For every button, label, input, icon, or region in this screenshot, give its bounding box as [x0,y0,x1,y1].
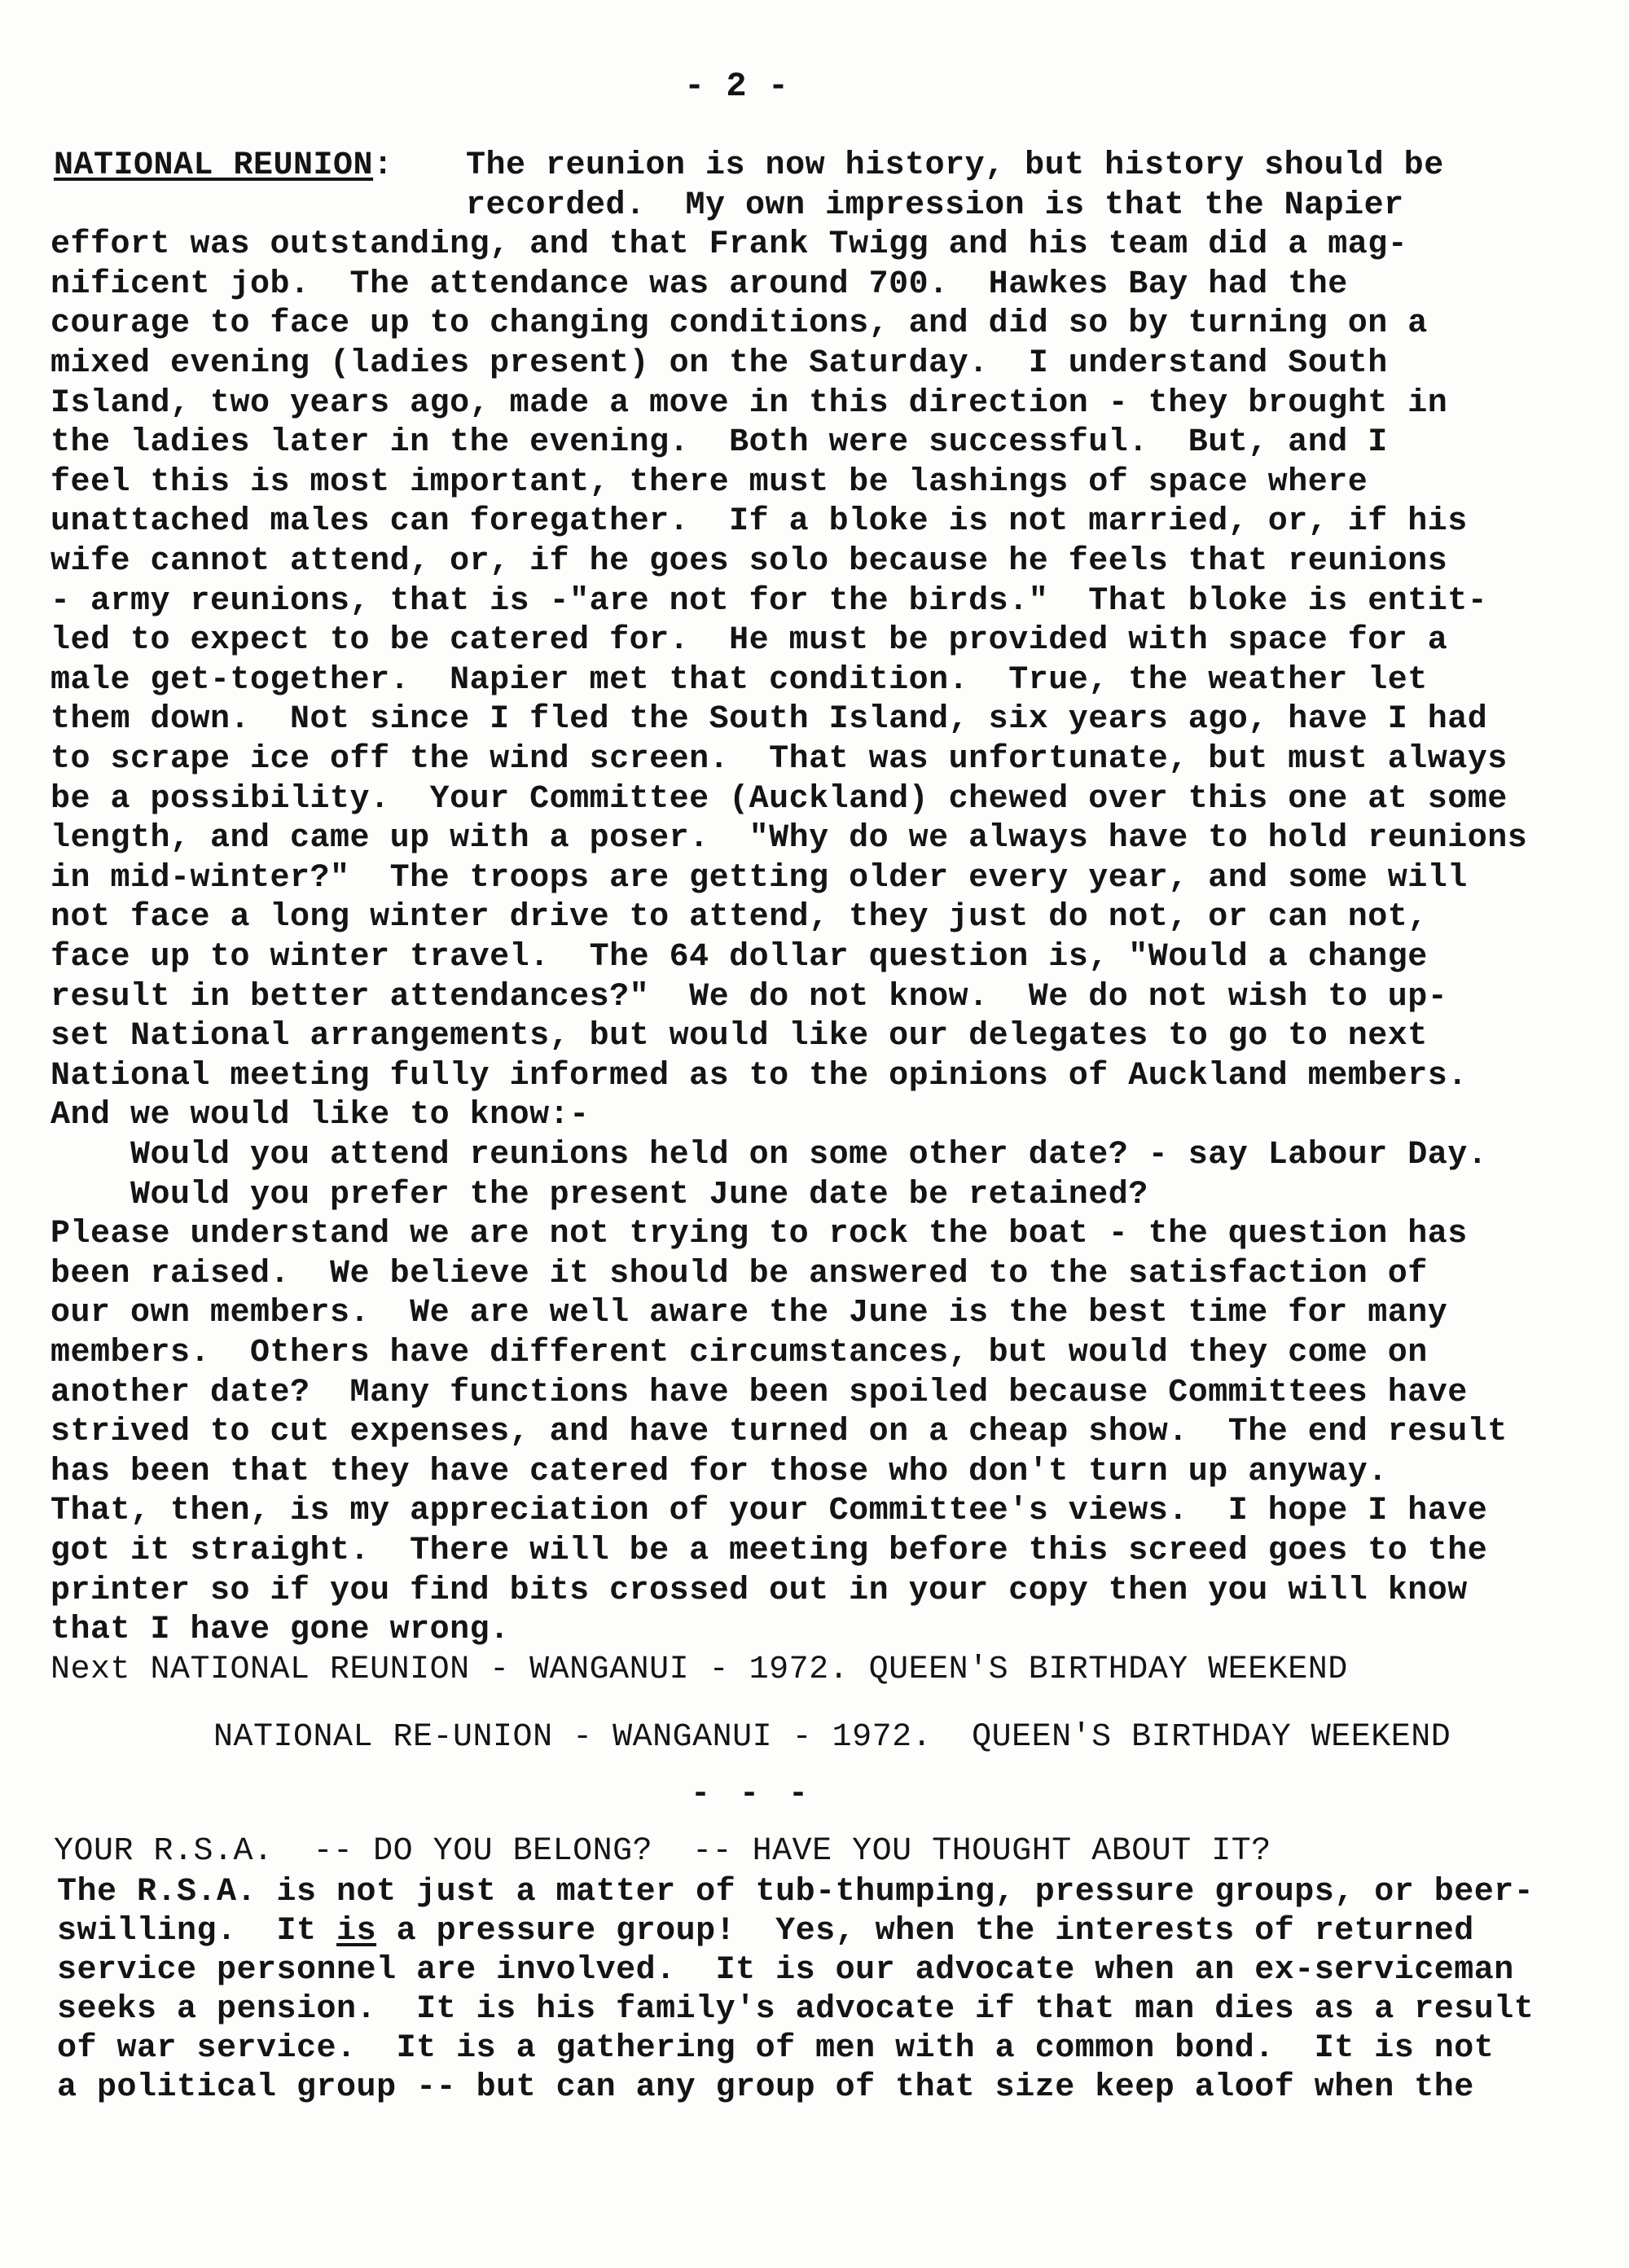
national-reunion-line: has been that they have catered for those who don't turn up anyway. [50,1453,1388,1490]
centered-notice: NATIONAL RE-UNION - WANGANUI - 1972. QUEEN'S BIRTHDAY WEEKEND [213,1719,1451,1756]
national-reunion-line: in mid-winter?" The troops are getting older every year, and some will [50,859,1468,897]
national-reunion-line: face up to winter travel. The 64 dollar question is, "Would a change [50,939,1428,976]
national-reunion-line: That, then, is my appreciation of your Committee's views. I hope I have [50,1493,1488,1530]
national-reunion-line: National meeting fully informed as to the opinions of Auckland members. [50,1057,1468,1095]
rsa-line: seeks a pension. It is his family's advocate if that man dies as a result [57,1991,1535,2028]
national-reunion-line: length, and came up with a poser. "Why do we always have to hold reunions [50,820,1528,858]
national-reunion-line: that I have gone wrong. [50,1612,510,1649]
national-reunion-line: members. Others have different circumstances, but would they come on [50,1335,1428,1371]
national-reunion-line: And we would like to know:- [50,1097,590,1134]
national-reunion-heading-line [54,147,393,186]
national-reunion-line: mixed evening (ladies present) on the Saturday. I understand South [50,345,1388,382]
section-separator: - - - [691,1776,814,1813]
national-reunion-line: result in better attendances?" We do not know. We do not wish to up- [50,978,1448,1016]
national-reunion-line: not face a long winter drive to attend, they just do not, or can not, [50,899,1428,937]
national-reunion-line: led to expect to be catered for. He must be provided with space for a [50,622,1448,660]
national-reunion-line: the ladies later in the evening. Both were successful. But, and I [50,424,1388,462]
national-reunion-line: our own members. We are well aware the June is the best time for many [50,1295,1448,1332]
national-reunion-line: set National arrangements, but would like our delegates to go to next [50,1018,1428,1055]
rsa-line: service personnel are involved. It is our advocate when an ex-serviceman [57,1952,1514,1989]
national-reunion-line: them down. Not since I fled the South Island, six years ago, have I had [50,701,1488,739]
rsa-line-2-end: a pressure group! Yes, when the interests of returned [376,1913,1474,1950]
national-reunion-line: printer so if you find bits crossed out in your copy then you will know [50,1572,1468,1609]
national-reunion-line: male get-together. Napier met that condition. True, the weather let [50,661,1428,699]
national-reunion-line: nificent job. The attendance was around 700. Hawkes Bay had the [50,265,1348,303]
heading-colon: : [373,147,393,184]
national-reunion-line: Next NATIONAL REUNION - WANGANUI - 1972. QUEEN'S BIRTHDAY WEEKEND [50,1651,1348,1688]
national-reunion-line: wife cannot attend, or, if he goes solo because he feels that reunions [50,543,1448,580]
national-reunion-line: courage to face up to changing conditions, and did so by turning on a [50,305,1428,343]
page-number: - 2 - [684,67,789,106]
national-reunion-line: Please understand we are not trying to rock the boat - the question has [50,1216,1468,1253]
national-reunion-line: unattached males can foregather. If a bloke is not married, or, if his [50,503,1468,541]
national-reunion-line: be a possibility. Your Committee (Auckland) chewed over this one at some [50,780,1508,818]
national-reunion-line: Would you attend reunions held on some other date? - say Labour Day. [50,1137,1488,1173]
national-reunion-line: recorded. My own impression is that the Napier [466,186,1404,224]
national-reunion-line: The reunion is now history, but history should be [466,147,1444,184]
national-reunion-line: strived to cut expenses, and have turned on a cheap show. The end result [50,1414,1508,1451]
national-reunion-line: Island, two years ago, made a move in this direction - they brought in [50,384,1448,422]
rsa-line-2-start: swilling. It [57,1913,337,1950]
national-reunion-line: to scrape ice off the wind screen. That was unfortunate, but must always [50,741,1508,778]
national-reunion-line: feel this is most important, there must be lashings of space where [50,463,1368,501]
national-reunion-line: Would you prefer the present June date be retained? [50,1176,1148,1213]
national-reunion-line: another date? Many functions have been spoiled because Committees have [50,1374,1468,1411]
national-reunion-line: effort was outstanding, and that Frank Twigg and his team did a mag- [50,226,1408,264]
rsa-line-1: The R.S.A. is not just a matter of tub-thumping, pressure groups, or beer- [57,1874,1535,1910]
national-reunion-line: got it straight. There will be a meeting before this screed goes to the [50,1533,1488,1569]
rsa-line: a political group -- but can any group of that size keep aloof when the [57,2069,1474,2106]
emphasis-is: is [336,1913,377,1950]
rsa-line-2 [57,1912,1474,1951]
rsa-heading: YOUR R.S.A. -- DO YOU BELONG? -- HAVE YOU THOUGHT ABOUT IT? [54,1833,1271,1870]
national-reunion-heading: NATIONAL REUNION [54,147,374,184]
national-reunion-line: been raised. We believe it should be answered to the satisfaction of [50,1255,1428,1292]
rsa-line: of war service. It is a gathering of men with a common bond. It is not [57,2030,1495,2067]
national-reunion-line: - army reunions, that is -"are not for the birds." That bloke is entit- [50,582,1488,620]
